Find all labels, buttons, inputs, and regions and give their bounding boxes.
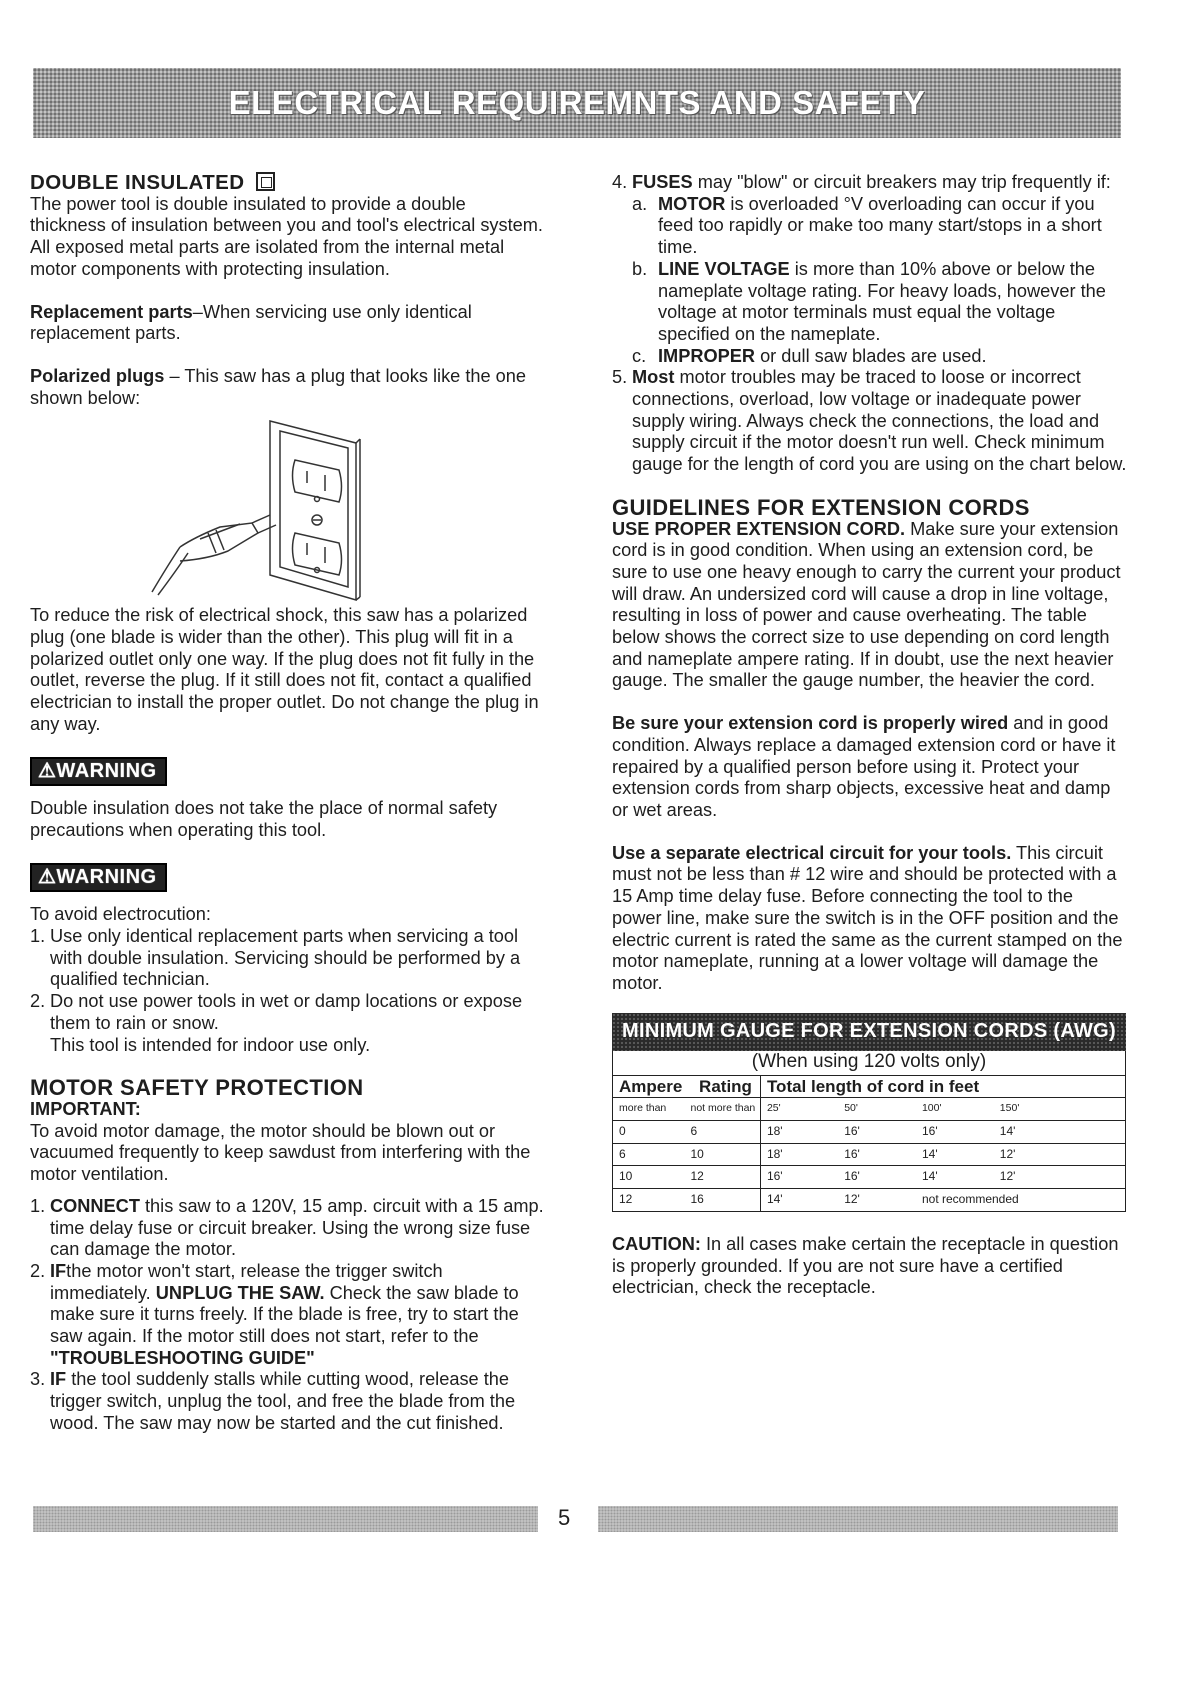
table-cell: 25' bbox=[760, 1098, 838, 1121]
list-item bbox=[612, 367, 1127, 476]
list-item-text: Do not use power tools in wet or damp locations or expose them to rain or snow. bbox=[50, 991, 523, 1033]
gauge-table bbox=[612, 1075, 1126, 1212]
list-item bbox=[30, 1196, 545, 1261]
table-cell: 0 bbox=[613, 1121, 685, 1144]
plug-outlet-icon bbox=[30, 415, 545, 605]
table-cell: not more than bbox=[684, 1098, 760, 1121]
replacement-parts-text: –When servicing use only identical replacement parts. bbox=[30, 301, 472, 344]
list-item bbox=[30, 991, 545, 1034]
list-item-number: 1. bbox=[30, 1195, 46, 1216]
sublist-item-text: is more than 10% above or below the nameplate voltage rating. For heavy loads, however the voltage at motor terminals must equal the voltage specified on the nameplate. bbox=[658, 258, 1106, 344]
list-item-text: this saw to a 120V, 15 amp. circuit with a 15 amp. time delay fuse or circuit breaker. Using the wrong size fuse can damage the motor. bbox=[50, 1195, 544, 1260]
table-cell: 18' bbox=[760, 1143, 838, 1166]
table-cell: 16' bbox=[838, 1143, 916, 1166]
table-cell: 50' bbox=[838, 1098, 916, 1121]
list-item-lead: CONNECT bbox=[50, 1195, 140, 1216]
list-item-number: 2. bbox=[30, 991, 46, 1012]
table-row bbox=[613, 1166, 1126, 1189]
list-item-text: motor troubles may be traced to loose or incorrect connections, overload, low voltage or inadequate power supply wiring. Always check the connections, the load and supply circuit if the motor doesn't run well. Check minimum gauge for the length of cord you are using on the chart below. bbox=[632, 367, 1127, 475]
proper-cord-lead: USE PROPER EXTENSION CORD. bbox=[612, 518, 906, 539]
list-item-lead: Most bbox=[632, 367, 675, 388]
sublist-item bbox=[632, 194, 1127, 259]
table-cell: 16' bbox=[838, 1121, 916, 1144]
polarized-plugs-label: Polarized plugs bbox=[30, 365, 165, 386]
sublist-item-lead: LINE VOLTAGE bbox=[658, 258, 790, 279]
list-item-text: the tool suddenly stalls while cutting wood, release the trigger switch, unplug the tool, and free the blade from the wood. The saw may now be started and the cut finished. bbox=[50, 1369, 516, 1433]
sublist-item-text: is overloaded °V overloading can occur if you feed too rapidly or make too many start/stops in a short time. bbox=[658, 193, 1102, 258]
list-item bbox=[30, 1261, 545, 1370]
list-item-lead: IF bbox=[50, 1260, 67, 1281]
plug-outlet-illustration bbox=[30, 415, 545, 605]
gauge-table-title-bar bbox=[612, 1013, 1126, 1051]
warning-1-text: Double insulation does not take the place of normal safety precautions when operating this tool. bbox=[30, 798, 498, 840]
table-cell: 100' bbox=[916, 1098, 994, 1121]
separate-circuit-paragraph bbox=[612, 843, 1127, 995]
sublist-item-text: or dull saw blades are used. bbox=[755, 345, 987, 366]
table-cell: 6 bbox=[613, 1143, 685, 1166]
table-cell: 10 bbox=[684, 1143, 760, 1166]
table-cell: not recommended bbox=[916, 1189, 1126, 1212]
table-row bbox=[613, 1189, 1126, 1212]
table-cell: 16 bbox=[684, 1189, 760, 1212]
motor-safety-heading: MOTOR SAFETY PROTECTION bbox=[30, 1075, 364, 1101]
table-header-rating: Rating bbox=[684, 1075, 760, 1098]
troubleshooting-guide-reference: "TROUBLESHOOTING GUIDE" bbox=[50, 1347, 315, 1368]
table-cell: 10 bbox=[613, 1166, 685, 1189]
table-cell: 16' bbox=[838, 1166, 916, 1189]
left-column bbox=[30, 172, 545, 1435]
sublist-item-lead: IMPROPER bbox=[658, 345, 756, 366]
list-item-number: 5. bbox=[612, 367, 628, 388]
table-cell: 14' bbox=[916, 1166, 994, 1189]
replacement-parts-label: Replacement parts bbox=[30, 301, 193, 322]
double-insulated-heading-text: DOUBLE INSULATED bbox=[30, 171, 245, 194]
double-insulated-symbol-icon bbox=[256, 172, 275, 191]
table-cell: 12 bbox=[613, 1189, 685, 1212]
extension-cords-text: Make sure your extension cord is in good condition. When using an extension cord, be sure to use one heavy enough to carry the current your product will draw. An undersized cord will cause a drop in line voltage, resulting in loss of power and cause overheating. The table below shows the correct size to use depending on cord length and nameplate ampere rating. If in doubt, use the next heavier gauge. The smaller the gauge number, the heavier the cord. bbox=[612, 518, 1121, 691]
polarized-plugs-text: – This saw has a plug that looks like the one shown below: bbox=[30, 365, 527, 408]
properly-wired-lead: Be sure your extension cord is properly wired bbox=[612, 713, 1009, 734]
warning-1-label: ⚠WARNING bbox=[30, 757, 167, 787]
electrocution-list bbox=[30, 926, 545, 1035]
fuses-list bbox=[612, 172, 1127, 476]
sublist-item-lead: MOTOR bbox=[658, 193, 726, 214]
right-column bbox=[612, 172, 1127, 1299]
list-item-number: 2. bbox=[30, 1260, 46, 1281]
table-cell: 14' bbox=[916, 1143, 994, 1166]
list-item-text: Use only identical replacement parts when servicing a tool with double insulation. Servicing should be performed by a qualified technician. bbox=[50, 926, 521, 990]
table-cell: 12 bbox=[684, 1166, 760, 1189]
table-cell: more than bbox=[613, 1098, 685, 1121]
list-item-number: 4. bbox=[612, 172, 628, 192]
table-subheader-row bbox=[613, 1098, 1126, 1121]
warning-badge-1 bbox=[30, 757, 545, 787]
table-cell: 12' bbox=[838, 1189, 916, 1212]
warning-badge-2 bbox=[30, 863, 545, 893]
replacement-parts-paragraph bbox=[30, 302, 545, 345]
sublist-item-letter: c. bbox=[632, 345, 647, 366]
list-item-text: the motor won't start, release the trigger switch immediately. bbox=[50, 1260, 443, 1303]
table-row bbox=[613, 1143, 1126, 1166]
sublist-item-letter: b. bbox=[632, 258, 648, 279]
table-cell: 16' bbox=[916, 1121, 994, 1144]
table-cell: 12' bbox=[994, 1143, 1126, 1166]
separate-circuit-lead: Use a separate electrical circuit for your tools. bbox=[612, 842, 1012, 863]
list-item-lead: IF bbox=[50, 1369, 67, 1390]
separate-circuit-text: This circuit must not be less than # 12 wire and should be protected with a 15 Amp time delay fuse. Before connecting the tool to the power line, make sure the switch is in the OFF position and the electric current is rated the same as the current stamped on the motor nameplate, running at a lower voltage will damage the motor. bbox=[612, 842, 1123, 993]
properly-wired-paragraph bbox=[612, 713, 1127, 822]
sublist-item-letter: a. bbox=[632, 193, 648, 214]
warning-2-label: ⚠WARNING bbox=[30, 863, 167, 893]
table-header-row bbox=[613, 1075, 1126, 1098]
double-insulated-heading bbox=[30, 172, 545, 194]
extension-cords-body bbox=[612, 519, 1127, 693]
list-item-number: 3. bbox=[30, 1369, 46, 1390]
table-cell: 150' bbox=[994, 1098, 1126, 1121]
footer-bar-right bbox=[598, 1506, 1118, 1532]
table-cell: 12' bbox=[994, 1166, 1126, 1189]
list-item bbox=[30, 926, 545, 991]
warning-2-intro: To avoid electrocution: bbox=[30, 904, 211, 925]
footer-bar-left bbox=[33, 1506, 538, 1532]
caution-paragraph bbox=[612, 1234, 1127, 1299]
table-cell: 18' bbox=[760, 1121, 838, 1144]
list-item-text: Check the saw blade to make sure it turns freely. If the blade is free, try to start the saw again. If the motor still does not start, refer to the bbox=[50, 1282, 519, 1347]
table-cell: 6 bbox=[684, 1121, 760, 1144]
polarized-plugs-paragraph bbox=[30, 366, 545, 409]
sublist-item bbox=[632, 259, 1127, 346]
table-cell: 16' bbox=[760, 1166, 838, 1189]
list-item bbox=[30, 1369, 545, 1434]
list-item-emphasis: UNPLUG THE SAW. bbox=[155, 1282, 325, 1303]
polarized-plug-body: To reduce the risk of electrical shock, this saw has a polarized plug (one blade is wider than the other). This plug will fit in a polarized outlet only one way. If the plug does not fit fully in the outlet, reverse the plug. If it still does not fit, contact a qualified electrician to install the proper outlet. Do not change the plug in any way. bbox=[30, 605, 539, 734]
page-banner bbox=[33, 68, 1121, 138]
table-row bbox=[613, 1121, 1126, 1144]
table-cell: 14' bbox=[994, 1121, 1126, 1144]
page-number: 5 bbox=[558, 1505, 571, 1530]
list-item-number: 1. bbox=[30, 926, 46, 947]
sublist-item bbox=[632, 346, 1127, 368]
fuses-sublist bbox=[632, 194, 1127, 368]
table-header-ampere: Ampere bbox=[613, 1075, 685, 1098]
list-item-lead: FUSES bbox=[632, 172, 693, 192]
important-label: IMPORTANT: bbox=[30, 1098, 141, 1119]
caution-text: In all cases make certain the receptacle in question is properly grounded. If you are not sure have a certified electrician, check the receptacle. bbox=[612, 1233, 1119, 1298]
list-item bbox=[612, 172, 1127, 367]
table-cell: 14' bbox=[760, 1189, 838, 1212]
properly-wired-text: and in good condition. Always replace a damaged extension cord or have it repaired by a qualified person before using it. Protect your extension cords from sharp objects, excessive heat and damp or wet areas. bbox=[612, 713, 1116, 820]
gauge-table-title: MINIMUM GAUGE FOR EXTENSION CORDS (AWG) bbox=[622, 1019, 1116, 1042]
list-item-text: may "blow" or circuit breakers may trip frequently if: bbox=[692, 172, 1111, 192]
indoor-use-note: This tool is intended for indoor use only. bbox=[50, 1034, 371, 1055]
banner-title: ELECTRICAL REQUIREMNTS AND SAFETY bbox=[228, 84, 926, 121]
caution-label: CAUTION: bbox=[612, 1233, 701, 1254]
motor-safety-list bbox=[30, 1196, 545, 1435]
gauge-table-block bbox=[612, 1013, 1126, 1212]
motor-safety-body: To avoid motor damage, the motor should be blown out or vacuumed frequently to keep sawdust from interfering with the motor ventilation. bbox=[30, 1120, 531, 1185]
double-insulated-body: The power tool is double insulated to provide a double thickness of insulation between you and tool's electrical system. All exposed metal parts are isolated from the internal metal motor components with protecting insulation. bbox=[30, 193, 543, 279]
gauge-table-subtitle: (When using 120 volts only) bbox=[612, 1051, 1126, 1075]
extension-cords-heading: GUIDELINES FOR EXTENSION CORDS bbox=[612, 494, 1030, 520]
table-header-length: Total length of cord in feet bbox=[760, 1075, 1125, 1098]
